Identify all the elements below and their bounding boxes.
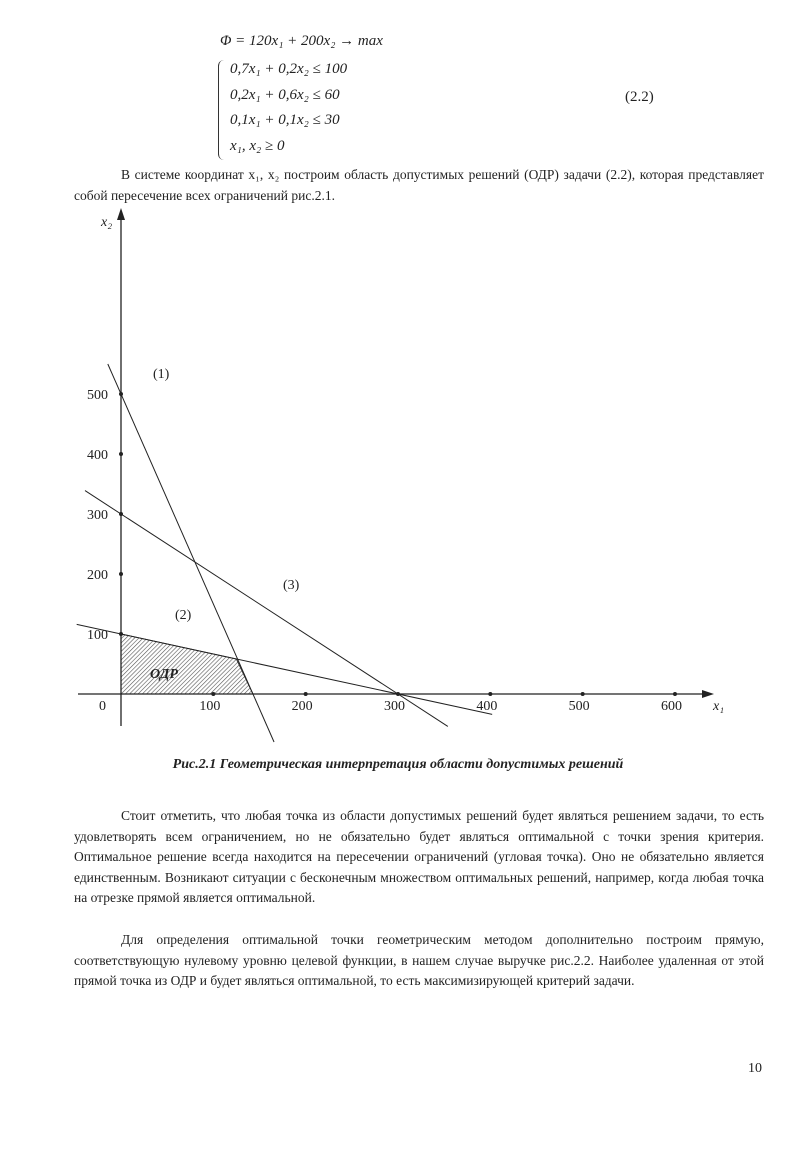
line-label-1: (1) xyxy=(153,367,170,382)
objective-function: Φ = 120x₁ + 200x₂ → max xyxy=(220,33,383,49)
page-number: 10 xyxy=(748,1061,762,1076)
x-tick-mark xyxy=(581,692,585,696)
y-tick-mark xyxy=(119,572,123,576)
x-tick-label: 600 xyxy=(660,699,682,714)
y-tick-label: 200 xyxy=(87,568,108,583)
x-tick-label: 400 xyxy=(476,699,498,714)
x-tick-label: 100 xyxy=(199,699,221,714)
x-tick-mark xyxy=(673,692,677,696)
x-tick-label: 500 xyxy=(568,699,590,714)
y-axis-arrow xyxy=(117,208,125,220)
constraint-1: 0,7x₁ + 0,2x₂ ≤ 100 xyxy=(230,61,348,77)
y-tick-label: 100 xyxy=(87,628,108,643)
equation-number: (2.2) xyxy=(625,89,654,105)
paragraph-2: Для определения оптимальной точки геометрическим методом дополнительно построим прямую, соответствующую нулевому уровню целевой функции, в нашем случае выручке рис.2.2. Наиболее удаленная от этой прямой точка из ОДР и будет являться оптимальной, то есть максимизирующей критерий задачи. xyxy=(74,932,764,989)
y-axis-label: x₂ xyxy=(101,215,113,230)
figure-caption: Рис.2.1 Геометрическая интерпретация области допустимых решений xyxy=(172,757,624,772)
x-tick-mark xyxy=(211,692,215,696)
origin-label: 0 xyxy=(99,699,106,714)
constraint-nonneg: x₁, x₂ ≥ 0 xyxy=(230,138,285,154)
x-tick-label: 300 xyxy=(383,699,405,714)
intro-paragraph: В системе координат x₁, x₂ построим область допустимых решений (ОДР) задачи (2.2), которая представляет собой пересечение всех ограничений рис.2.1. xyxy=(74,167,764,203)
x-axis-label: x₁ xyxy=(713,699,725,714)
x-axis-arrow xyxy=(702,690,714,698)
line-label-3: (3) xyxy=(283,578,300,593)
y-tick-mark xyxy=(119,452,123,456)
region-label: ОДР xyxy=(150,667,178,682)
x-tick-label: 200 xyxy=(291,699,313,714)
constraint-2: 0,2x₁ + 0,6x₂ ≤ 60 xyxy=(230,87,340,103)
line-label-2: (2) xyxy=(175,608,192,623)
feasible-region xyxy=(121,634,253,694)
constraint-3: 0,1x₁ + 0,1x₂ ≤ 30 xyxy=(230,112,340,128)
x-tick-mark xyxy=(304,692,308,696)
x-tick-mark xyxy=(488,692,492,696)
y-tick-label: 400 xyxy=(87,448,108,463)
paragraph-1: Стоит отметить, что любая точка из области допустимых решений будет являться решением задачи, то есть удовлетворять всем ограничением, но не обязательно будет являться оптимальной с точки зрения критерия. Оптимальное решение всегда находится на пересечении ограничений (угловая точка). Оно не обязательно является единственным. Возникают ситуации с бесконечным множеством оптимальных решений, например, когда любая точка на отрезке прямой является оптимальной. xyxy=(74,808,764,906)
y-tick-label: 500 xyxy=(87,388,108,403)
y-tick-label: 300 xyxy=(87,508,108,523)
